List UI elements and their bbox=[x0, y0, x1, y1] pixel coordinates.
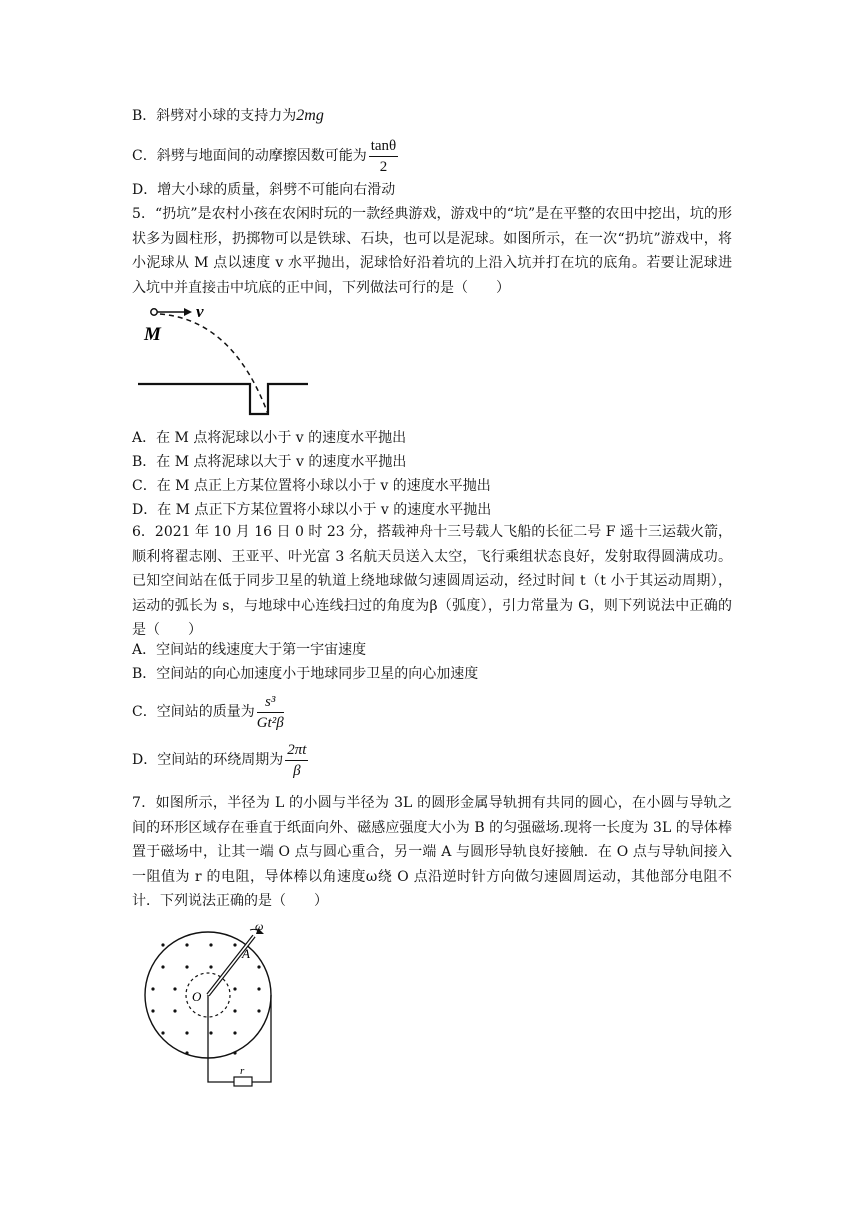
q4-option-c[interactable] bbox=[132, 136, 400, 176]
q6-option-d-fraction: $\frac{2\pi t}{\beta}$ bbox=[287, 741, 307, 779]
q5-label-v: v bbox=[196, 302, 204, 321]
q5-ground-with-pit bbox=[138, 384, 308, 414]
q5-velocity-arrow-icon bbox=[184, 308, 192, 316]
q4-option-b[interactable] bbox=[132, 107, 324, 125]
q5-option-d[interactable]: D．在 M 点正下方某位置将小球以小于 v 的速度水平抛出 bbox=[132, 502, 492, 518]
q7-label-A: A bbox=[242, 946, 250, 961]
q7-wire-left bbox=[208, 995, 234, 1082]
q5-stem: 5．“扔坑”是农村小孩在农闲时玩的一款经典游戏，游戏中的“坑”是在平整的农田中挖出，坑的形状多为圆柱形，扔掷物可以是铁球、石块，也可以是泥球。如图所示，在一次“扔坑”游戏中，将小泥球从 M 点以速度 v 水平抛出，泥球恰好沿着坑的上沿入坑并打在坑的底角。若要让泥球进入坑中并直接击中坑底的正中间，下列做法可行的是（ ） bbox=[132, 206, 732, 296]
q5-option-b[interactable]: B．在 M 点将泥球以大于 v 的速度水平抛出 bbox=[132, 454, 407, 470]
q5-ball-M bbox=[151, 309, 157, 315]
q4-option-d[interactable]: D．增大小球的质量，斜劈不可能向右滑动 bbox=[132, 182, 396, 198]
q5-trajectory bbox=[160, 314, 268, 414]
q6-option-c[interactable] bbox=[132, 690, 286, 734]
q6-option-a[interactable]: A．空间站的线速度大于第一宇宙速度 bbox=[132, 642, 367, 658]
q4-option-b-expr: 2mg bbox=[296, 107, 324, 124]
q6-option-d-text: D．空间站的环绕周期为 bbox=[132, 752, 284, 768]
q5-option-a[interactable]: A．在 M 点将泥球以小于 v 的速度水平抛出 bbox=[132, 430, 407, 446]
q6-option-b[interactable]: B．空间站的向心加速度小于地球同步卫星的向心加速度 bbox=[132, 666, 479, 682]
q5-figure bbox=[138, 300, 318, 420]
q4-option-c-text: C．斜劈与地面间的动摩擦因数可能为 bbox=[132, 148, 367, 164]
q4-option-c-fraction: $\frac{\tan\theta}{2}$ bbox=[370, 137, 397, 175]
q5-option-c[interactable]: C．在 M 点正上方某位置将小球以小于 v 的速度水平抛出 bbox=[132, 478, 491, 494]
q5-label-M: M bbox=[144, 324, 161, 345]
q7-figure bbox=[138, 920, 288, 1090]
q7-label-r: r bbox=[240, 1065, 245, 1077]
q7-stem: 7．如图所示，半径为 L 的小圆与半径为 3L 的圆形金属导轨拥有共同的圆心，在小圆与导轨之间的环形区域存在垂直于纸面向外、磁感应强度大小为 B 的匀强磁场.现将一长度为 3L 的导体棒置于磁场中，让其一端 O 点与圆心重合，另一端 A 与圆形导轨良好接触．在 O 点与导轨间接入一阻值为 r 的电阻，导体棒以角速度ω绕 O 点沿逆时针方向做匀速圆周运动，其他部分电阻不计．下列说法正确的是（ ） bbox=[132, 795, 732, 909]
q6-stem: 6．2021 年 10 月 16 日 0 时 23 分，搭载神舟十三号载人飞船的长征二号 F 遥十三运载火箭，顺利将翟志刚、王亚平、叶光富 3 名航天员送入太空，飞行乘组状态良好，发射取得圆满成功。已知空间站在低于同步卫星的轨道上绕地球做匀速圆周运动，经过时间 t（t 小于其运动周期），运动的弧长为 s，与地球中心连线扫过的角度为β（弧度），引力常量为 G，则下列说法中正确的是（ ） bbox=[132, 524, 732, 638]
q6-option-c-text: C．空间站的质量为 bbox=[132, 704, 255, 720]
q7-resistor bbox=[234, 1077, 252, 1086]
q7-wire-right bbox=[252, 995, 271, 1082]
q6-option-c-fraction: $\frac{\text{s³}}{\text{Gt²β}}$ bbox=[256, 693, 284, 731]
q4-option-b-text: B．斜劈对小球的支持力为 bbox=[132, 108, 297, 124]
q7-label-O: O bbox=[192, 989, 202, 1004]
q6-option-d[interactable] bbox=[132, 738, 310, 782]
q7-label-omega: ω bbox=[255, 920, 264, 933]
